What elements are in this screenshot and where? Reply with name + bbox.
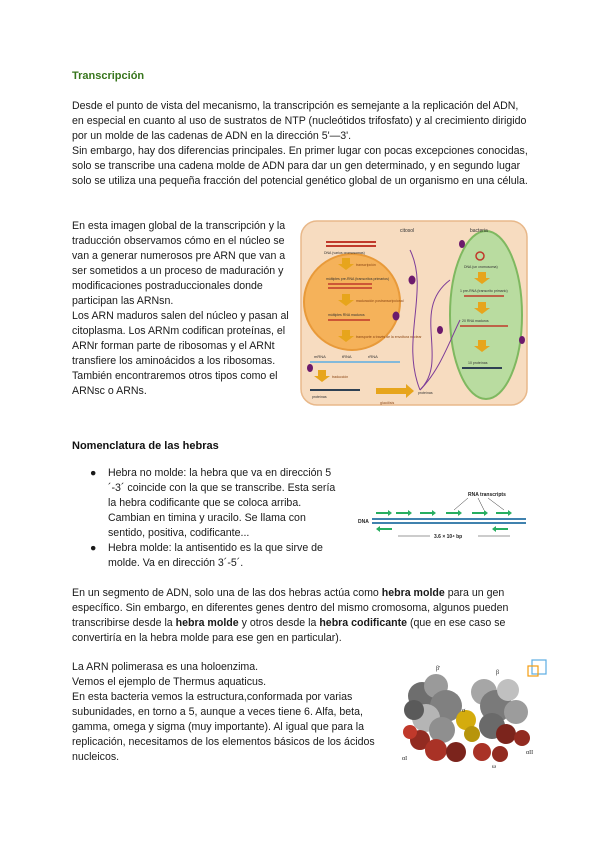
protein-blob-icon [307, 364, 313, 372]
intro-paragraph-1: Desde el punto de vista del mecanismo, la transcripción es semejante a la replicación del ADN, en especial en cuanto al uso de sustratos de NTP (nucleótidos trifosfato) y al crecimiento dirigido por un molde de las cadenas de ADN en la dirección 5'—3'. [72, 100, 527, 142]
translation-label: traducción [332, 375, 349, 379]
rna-arrows-bottom [376, 526, 508, 532]
beta-label: β [496, 670, 500, 676]
mrna-label: mRNA [314, 354, 326, 359]
transcription-label: transcripción [356, 263, 376, 267]
bullet-icon: ● [90, 467, 97, 479]
rna-transcripts-label: RNA transcripts [468, 492, 506, 498]
omega-label: ω [492, 764, 496, 770]
nucleus-dna-label: DNA (varios cromosomas) [324, 251, 365, 255]
list-item [90, 466, 340, 541]
para-text-a: En un segmento de ADN, solo una de las dos hebras actúa como [72, 587, 382, 599]
transport-label: transporte a través de la envoltura nuclear [356, 335, 422, 339]
cytosol-label: citosol [400, 228, 415, 234]
section3-line-3: En esta bacteria vemos la estructura,conformada por varias subunidades, en torno a 5, aunque a veces tiene 6. Alfa, beta, gamma, omega y sigma (muy importante). Al igual que para la replicación, necesitamos de los elementos básicos de los ácidos nucleicos. [72, 691, 375, 763]
para-text-g: (que en ese caso se convertiría en la hebra molde para ese gen en particular). [72, 617, 506, 644]
transcription-overview-figure [300, 220, 528, 406]
list-item [90, 541, 340, 571]
dna-transcripts-figure [358, 488, 528, 540]
section3-line-1: La ARN polimerasa es una holoenzima. [72, 661, 259, 673]
alpha2-label: αII [526, 750, 534, 756]
pointer-line [454, 498, 468, 510]
section3-text [72, 660, 382, 765]
bold-term-1: hebra molde [381, 587, 445, 599]
mature-rna-label: múltiples RNA maduros [328, 313, 365, 317]
section1-text [72, 219, 294, 399]
intro-block [72, 99, 532, 189]
rna-arrows-top [376, 510, 512, 516]
intro-paragraph-2: Sin embargo, hay dos diferencias principales. En primer lugar con pocas excepciones conocidas, solo se transcribe una cadena molde de ADN para dar un gen determinado, y en segundo lugar solo se utiliza una pequeña fracción del potencial genético global de un organismo en una célula. [72, 145, 528, 187]
scale-label: 3.6 × 10⁴ bp [434, 534, 463, 540]
bullet-text-2: Hebra molde: la antisentido es la que sirve de molde. Va en dirección 3´-5´. [108, 542, 323, 569]
bacterium-shape [450, 231, 522, 399]
bullet-text-1: Hebra no molde: la hebra que va en dirección 5´-3´ coincide con la que se transcribe. Esta sería la hebra codificante que se coloca arriba. Cambian en timina y uracilo. Se llama con sentido, positiva, codificante... [108, 467, 336, 539]
trna-label: tRNA [342, 354, 352, 359]
bullet-icon: ● [90, 542, 97, 554]
protein-blob-icon [437, 326, 443, 334]
bact-pre-label: 1 pre-RNA (transcrito primario) [460, 289, 508, 293]
alpha1-label: αI [402, 756, 408, 762]
protein-blob-icon [393, 312, 400, 321]
section1-paragraph-2: Los ARN maduros salen del núcleo y pasan al citoplasma. Los ARNm codifican proteínas, el ARNr forman parte de ribosomas y el ARNt transfiere los aminoácidos a los ribosomas. También encontraremos otros tipos como el ARNsc o ARNs. [72, 310, 289, 397]
bold-term-3: hebra codificante [319, 617, 408, 629]
beta-prime-label: β' [436, 666, 441, 672]
overview-diagram [300, 220, 528, 406]
dna-diagram [358, 488, 528, 540]
maturation-label: maduración postranscripcional [356, 299, 404, 303]
para-text-c: para un gen específico. Sin embargo, en diferentes genes dentro del mismo cromosoma, algunos pueden transcribirse desde la [72, 587, 509, 629]
bacterium-label: bacteria [470, 228, 488, 234]
rna-polymerase-figure [396, 656, 550, 774]
section3-line-2: Vemos el ejemplo de Thermus aquaticus. [72, 676, 267, 688]
protein-blob-icon [459, 240, 465, 248]
sigma-label: σ [462, 708, 466, 714]
bact-dna-label: DNA (un cromosoma) [464, 265, 498, 269]
section1-paragraph-1: En esta imagen global de la transcripción y la traducción observamos cómo en el núcleo se van a generar numerosos pre ARN que van a ser sometidos a un proceso de maduración y modificaciones postraduccionales donde participan las ARNsn. [72, 220, 286, 307]
bact-prot-label: 10 proteínas [468, 361, 488, 365]
strand-list [90, 466, 340, 571]
protein-blob-icon [519, 336, 525, 344]
bold-term-2: hebra molde [175, 617, 239, 629]
prim-transcripts-label: múltiples pre-RNA (transcritos primarios) [326, 277, 390, 281]
para-text-e: y otros desde la [238, 617, 320, 629]
inset-frame-icon [532, 660, 546, 674]
protein-blob-icon [409, 276, 416, 285]
section2-heading: Nomenclatura de las hebras [72, 440, 219, 452]
rrna-label: rRNA [368, 354, 378, 359]
section2-paragraph [72, 586, 532, 646]
glycolysis-label: glucólisis [380, 401, 395, 405]
pointer-line [488, 498, 504, 510]
proteins-label-left: proteínas [312, 395, 327, 399]
pointer-line [478, 498, 484, 510]
page-title: Transcripción [72, 70, 145, 82]
bact-mature-label: 20 RNA maduros [462, 319, 489, 323]
polymerase-diagram [396, 656, 550, 774]
dna-label: DNA [358, 519, 369, 525]
proteins-label-mid: proteínas [418, 391, 433, 395]
polymerase-structure [403, 674, 530, 762]
